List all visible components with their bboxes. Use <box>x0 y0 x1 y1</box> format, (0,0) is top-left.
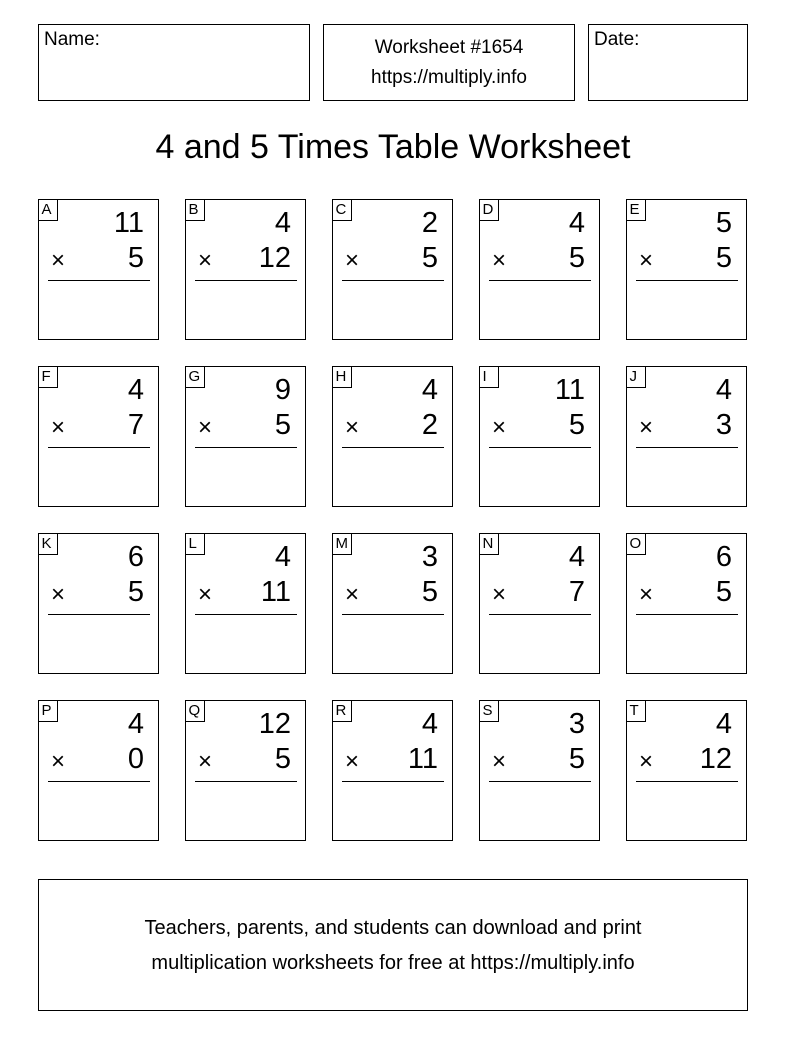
multiplier: 5 <box>421 242 438 274</box>
multiplier: 5 <box>127 576 144 608</box>
times-sign: × <box>51 581 66 608</box>
problem-letter: I <box>479 366 499 388</box>
multiplier: 12 <box>699 743 732 775</box>
times-sign: × <box>51 414 66 441</box>
problem-box[interactable] <box>479 199 600 340</box>
problem-box[interactable] <box>38 533 159 674</box>
answer-line <box>48 614 150 615</box>
name-box[interactable] <box>38 24 310 101</box>
answer-line <box>489 614 591 615</box>
problem-letter: S <box>479 700 499 722</box>
multiplicand: 11 <box>554 374 585 406</box>
multiplicand: 3 <box>421 541 438 573</box>
times-sign: × <box>492 247 507 274</box>
answer-line <box>195 781 297 782</box>
times-sign: × <box>492 414 507 441</box>
answer-line <box>342 614 444 615</box>
multiplicand: 12 <box>258 708 291 740</box>
times-sign: × <box>639 581 654 608</box>
multiplicand: 3 <box>568 708 585 740</box>
multiplicand: 4 <box>568 541 585 573</box>
answer-line <box>489 280 591 281</box>
multiplicand: 4 <box>421 708 438 740</box>
problem-letter: A <box>38 199 58 221</box>
multiplier: 7 <box>568 576 585 608</box>
multiplicand: 6 <box>127 541 144 573</box>
multiplicand: 4 <box>127 374 144 406</box>
problem-letter: D <box>479 199 499 221</box>
multiplicand: 2 <box>421 207 438 239</box>
problem-box[interactable] <box>626 366 747 507</box>
multiplicand: 4 <box>715 708 732 740</box>
answer-line <box>636 781 738 782</box>
times-sign: × <box>51 748 66 775</box>
multiplicand: 11 <box>113 207 144 239</box>
multiplier: 3 <box>715 409 732 441</box>
multiplicand: 9 <box>274 374 291 406</box>
times-sign: × <box>198 414 213 441</box>
times-sign: × <box>198 748 213 775</box>
answer-line <box>195 614 297 615</box>
problem-letter: C <box>332 199 352 221</box>
date-box[interactable] <box>588 24 748 101</box>
multiplier: 2 <box>421 409 438 441</box>
name-label: Name: <box>44 29 100 50</box>
answer-line <box>48 447 150 448</box>
problem-letter: M <box>332 533 352 555</box>
answer-line <box>636 280 738 281</box>
problem-letter: K <box>38 533 58 555</box>
times-sign: × <box>345 247 360 274</box>
problem-letter: B <box>185 199 205 221</box>
multiplier: 11 <box>407 743 438 775</box>
answer-line <box>195 280 297 281</box>
worksheet-info-box <box>323 24 575 101</box>
problem-letter: O <box>626 533 646 555</box>
problem-box[interactable] <box>332 199 453 340</box>
times-sign: × <box>492 581 507 608</box>
problem-box[interactable] <box>479 533 600 674</box>
answer-line <box>342 280 444 281</box>
footer-line-2: multiplication worksheets for free at https://multiply.info <box>151 952 635 974</box>
problem-box[interactable] <box>185 533 306 674</box>
multiplier: 5 <box>568 409 585 441</box>
problem-box[interactable] <box>185 366 306 507</box>
page-title: 4 and 5 Times Table Worksheet <box>155 128 631 166</box>
multiplier: 5 <box>568 242 585 274</box>
answer-line <box>342 447 444 448</box>
problem-letter: H <box>332 366 352 388</box>
problem-letter: R <box>332 700 352 722</box>
problem-box[interactable] <box>332 366 453 507</box>
problem-letter: J <box>626 366 646 388</box>
answer-line <box>489 447 591 448</box>
multiplicand: 4 <box>127 708 144 740</box>
times-sign: × <box>345 748 360 775</box>
multiplier: 5 <box>127 242 144 274</box>
problem-box[interactable] <box>185 700 306 841</box>
answer-line <box>342 781 444 782</box>
problem-letter: G <box>185 366 205 388</box>
multiplicand: 4 <box>274 541 291 573</box>
multiplicand: 4 <box>274 207 291 239</box>
answer-line <box>636 614 738 615</box>
multiplier: 5 <box>715 576 732 608</box>
problem-box[interactable] <box>626 533 747 674</box>
answer-line <box>48 781 150 782</box>
answer-line <box>636 447 738 448</box>
multiplicand: 4 <box>568 207 585 239</box>
multiplier: 7 <box>127 409 144 441</box>
times-sign: × <box>345 581 360 608</box>
problem-box[interactable] <box>38 199 159 340</box>
footer-box <box>38 879 748 1011</box>
problem-box[interactable] <box>626 199 747 340</box>
multiplier: 5 <box>715 242 732 274</box>
multiplicand: 6 <box>715 541 732 573</box>
multiplicand: 4 <box>715 374 732 406</box>
problem-box[interactable] <box>38 700 159 841</box>
multiplier: 5 <box>274 409 291 441</box>
multiplicand: 5 <box>715 207 732 239</box>
multiplier: 5 <box>274 743 291 775</box>
problem-letter: F <box>38 366 58 388</box>
problem-box[interactable] <box>626 700 747 841</box>
problem-letter: N <box>479 533 499 555</box>
problem-box[interactable] <box>185 199 306 340</box>
problem-box[interactable] <box>479 366 600 507</box>
website-link[interactable]: https://multiply.info <box>371 67 527 88</box>
multiplier: 5 <box>421 576 438 608</box>
times-sign: × <box>198 581 213 608</box>
times-sign: × <box>345 414 360 441</box>
answer-line <box>195 447 297 448</box>
answer-line <box>489 781 591 782</box>
times-sign: × <box>51 247 66 274</box>
times-sign: × <box>198 247 213 274</box>
problem-box[interactable] <box>332 700 453 841</box>
times-sign: × <box>492 748 507 775</box>
times-sign: × <box>639 414 654 441</box>
times-sign: × <box>639 247 654 274</box>
problem-letter: T <box>626 700 646 722</box>
multiplier: 5 <box>568 743 585 775</box>
problem-box[interactable] <box>38 366 159 507</box>
multiplier: 12 <box>258 242 291 274</box>
times-sign: × <box>639 748 654 775</box>
problem-box[interactable] <box>479 700 600 841</box>
problem-letter: Q <box>185 700 205 722</box>
worksheet-id: Worksheet #1654 <box>374 37 524 58</box>
date-label: Date: <box>594 29 640 50</box>
answer-line <box>48 280 150 281</box>
footer-line-1: Teachers, parents, and students can download and print <box>144 917 642 939</box>
multiplier: 0 <box>127 743 144 775</box>
problem-box[interactable] <box>332 533 453 674</box>
problem-letter: L <box>185 533 205 555</box>
multiplicand: 4 <box>421 374 438 406</box>
multiplier: 11 <box>260 576 291 608</box>
problem-letter: E <box>626 199 646 221</box>
problem-letter: P <box>38 700 58 722</box>
